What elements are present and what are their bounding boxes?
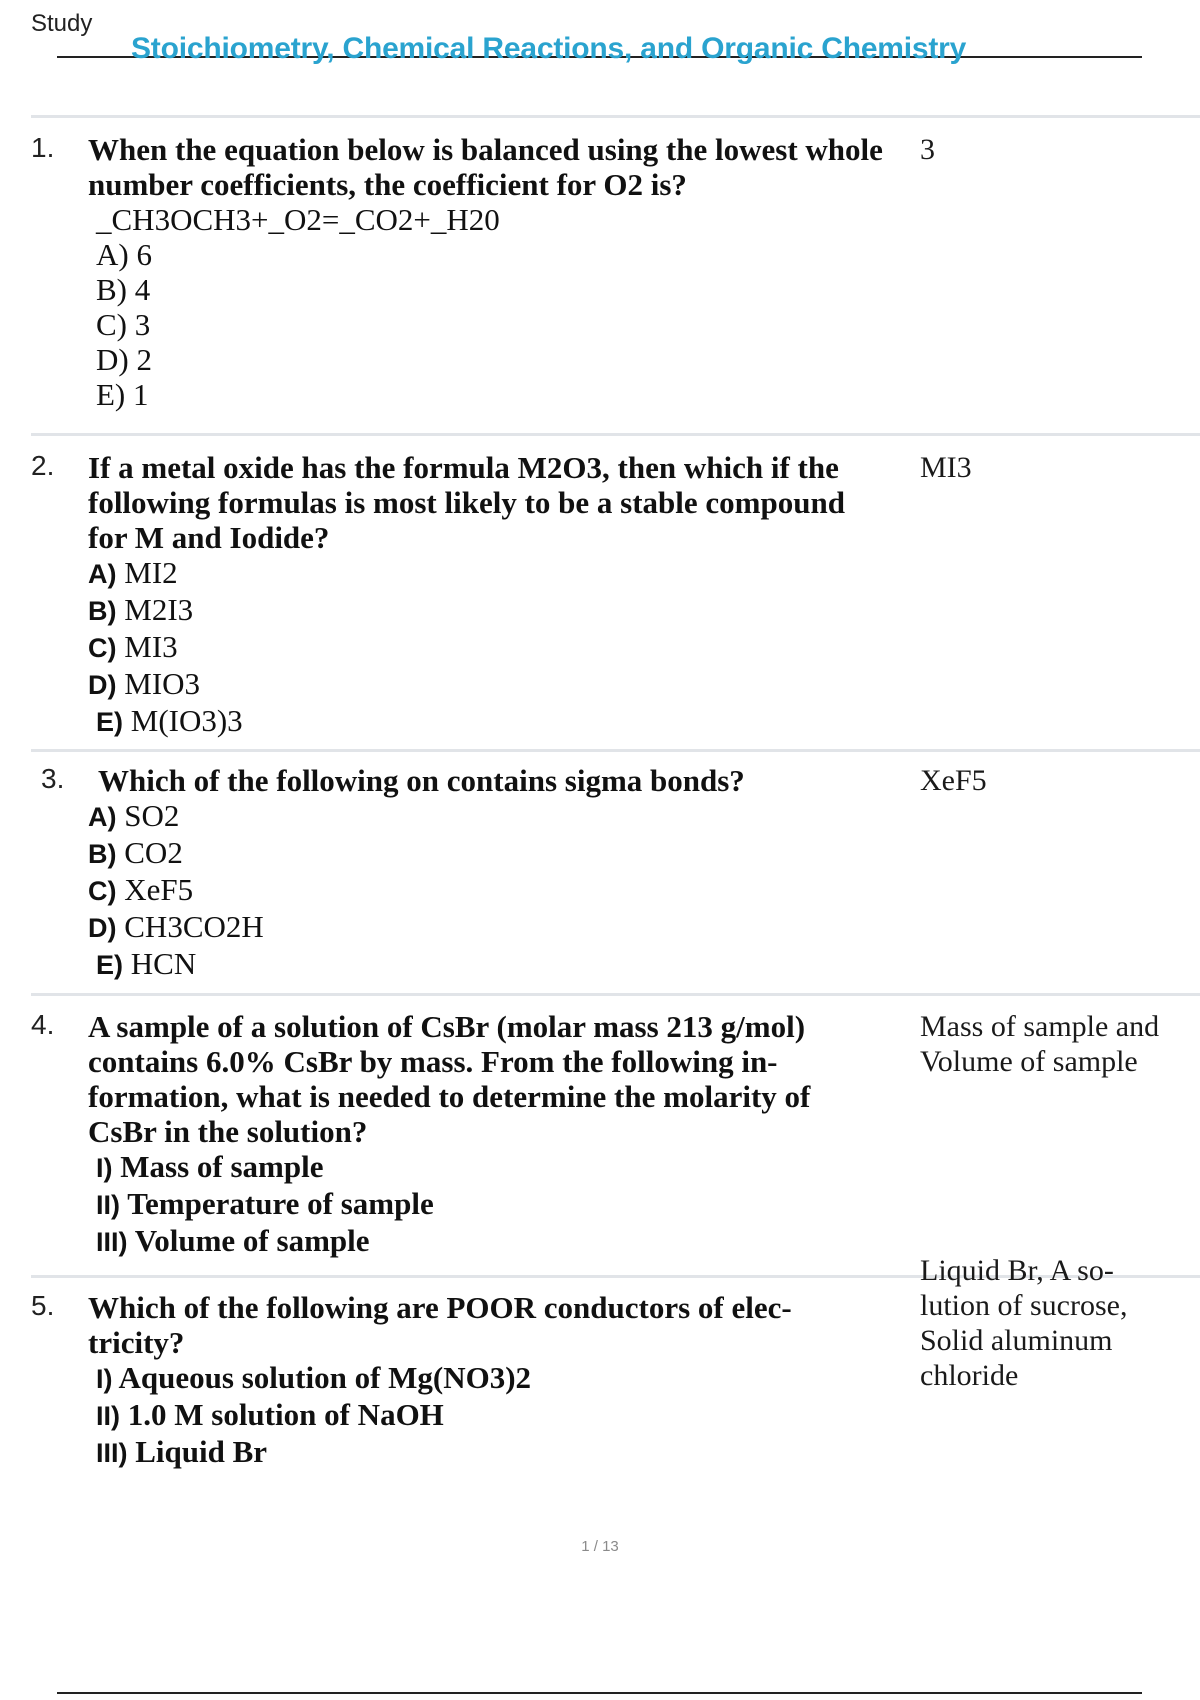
page-indicator: 1 / 13: [581, 1538, 619, 1555]
option-text: 1: [133, 377, 149, 412]
option-a: [88, 237, 918, 272]
option-text: 1.0 M solution of NaOH: [127, 1397, 444, 1432]
option-iii: [88, 1434, 918, 1471]
option-letter: B): [88, 839, 117, 869]
option-d: [88, 666, 918, 703]
option-letter: III): [96, 1438, 128, 1468]
option-text: MI2: [124, 555, 178, 590]
option-i: [88, 1360, 918, 1397]
option-letter: D): [96, 342, 129, 377]
question-line: following formulas is most likely to be a stable compound: [88, 485, 845, 520]
option-text: CO2: [124, 835, 183, 870]
option-text: SO2: [124, 798, 180, 833]
option-text: HCN: [130, 946, 197, 981]
option-c: [88, 307, 918, 342]
option-text: Temperature of sample: [127, 1186, 434, 1221]
answer-line: Volume of sample: [920, 1045, 1138, 1078]
option-text: Mass of sample: [120, 1149, 324, 1184]
answer-text: [920, 763, 1200, 798]
option-letter: A): [88, 802, 117, 832]
question-line: When the equation below is balanced using the lowest whole: [88, 132, 883, 167]
question-text: [88, 450, 918, 740]
question-number: 3.: [41, 763, 65, 794]
question-card-2: [31, 433, 1200, 752]
option-text: 6: [136, 237, 152, 272]
option-letter: I): [96, 1364, 113, 1394]
study-label: Study: [31, 10, 93, 37]
option-c: [88, 629, 918, 666]
equation-line: _CH3OCH3+_O2=_CO2+_H20: [96, 202, 500, 237]
option-letter: III): [96, 1227, 128, 1257]
answer-text: [920, 1009, 1200, 1079]
question-line: Which of the following are POOR conductors of elec-: [88, 1290, 792, 1325]
question-line: tricity?: [88, 1325, 185, 1360]
option-e: [88, 703, 918, 740]
question-text: [88, 132, 918, 412]
option-letter: B): [88, 596, 117, 626]
option-text: M(IO3)3: [130, 703, 243, 738]
option-letter: A): [96, 237, 129, 272]
question-line: Which of the following on contains sigma bonds?: [98, 763, 745, 798]
answer-line: chloride: [920, 1359, 1019, 1392]
option-i: [88, 1149, 918, 1186]
option-letter: C): [88, 633, 117, 663]
option-e: [88, 946, 918, 983]
option-text: CH3CO2H: [124, 909, 264, 944]
question-line: formation, what is needed to determine the molarity of: [88, 1079, 811, 1114]
option-letter: D): [88, 670, 117, 700]
question-line: for M and Iodide?: [88, 520, 330, 555]
question-line: contains 6.0% CsBr by mass. From the following in-: [88, 1044, 778, 1079]
answer-line: MI3: [920, 451, 972, 484]
answer-text: [920, 1253, 1200, 1393]
question-line: If a metal oxide has the formula M2O3, then which if the: [88, 450, 839, 485]
question-card-1: [31, 115, 1200, 436]
question-number: 1.: [31, 132, 55, 163]
answer-line: Solid aluminum: [920, 1324, 1113, 1357]
option-letter: E): [96, 707, 123, 737]
question-text: [88, 1009, 918, 1260]
option-text: Volume of sample: [134, 1223, 370, 1258]
option-text: 3: [134, 307, 151, 342]
question-text: [88, 1290, 918, 1471]
option-b: [88, 592, 918, 629]
question-card-5: [31, 1254, 1200, 1488]
option-b: [88, 272, 918, 307]
question-card-4: [31, 993, 1200, 1278]
option-text: Liquid Br: [135, 1434, 268, 1469]
answer-line: Mass of sample and: [920, 1010, 1160, 1043]
option-letter: B): [96, 272, 127, 307]
option-text: 2: [136, 342, 152, 377]
question-card-3: [31, 749, 1200, 996]
option-letter: D): [88, 913, 117, 943]
answer-line: XeF5: [920, 764, 987, 797]
option-letter: II): [96, 1401, 120, 1431]
option-text: MI3: [124, 629, 178, 664]
option-letter: E): [96, 377, 126, 412]
option-ii: [88, 1186, 918, 1223]
answer-line: lution of sucrose,: [920, 1289, 1128, 1322]
answer-text: [920, 450, 1200, 485]
option-letter: I): [96, 1153, 113, 1183]
question-number: 5.: [31, 1290, 55, 1321]
option-letter: C): [96, 307, 127, 342]
question-line: A sample of a solution of CsBr (molar mass 213 g/mol): [88, 1009, 806, 1044]
footer-divider: [57, 1692, 1142, 1694]
option-b: [88, 835, 918, 872]
question-line: CsBr in the solution?: [88, 1114, 368, 1149]
option-e: [88, 377, 918, 412]
question-number: 4.: [31, 1009, 55, 1040]
option-a: [88, 555, 918, 592]
option-letter: C): [88, 876, 117, 906]
option-text: XeF5: [124, 872, 194, 907]
question-line: number coefficients, the coefficient for O2 is?: [88, 167, 687, 202]
answer-text: [920, 132, 1200, 167]
option-a: [88, 798, 918, 835]
option-d: [88, 342, 918, 377]
option-iii: [88, 1223, 918, 1260]
option-text: MIO3: [124, 666, 201, 701]
answer-line: 3: [920, 133, 935, 166]
answer-line: Liquid Br, A so-: [920, 1254, 1114, 1287]
question-number: 2.: [31, 450, 55, 481]
option-letter: A): [88, 559, 117, 589]
question-text: [88, 763, 918, 983]
option-text: Aqueous solution of Mg(NO3)2: [118, 1360, 532, 1395]
document-title: Stoichiometry, Chemical Reactions, and Organic Chemistry: [131, 32, 967, 65]
option-letter: II): [96, 1190, 120, 1220]
option-text: 4: [134, 272, 151, 307]
option-ii: [88, 1397, 918, 1434]
option-d: [88, 909, 918, 946]
option-letter: E): [96, 950, 123, 980]
option-text: M2I3: [124, 592, 194, 627]
option-c: [88, 872, 918, 909]
